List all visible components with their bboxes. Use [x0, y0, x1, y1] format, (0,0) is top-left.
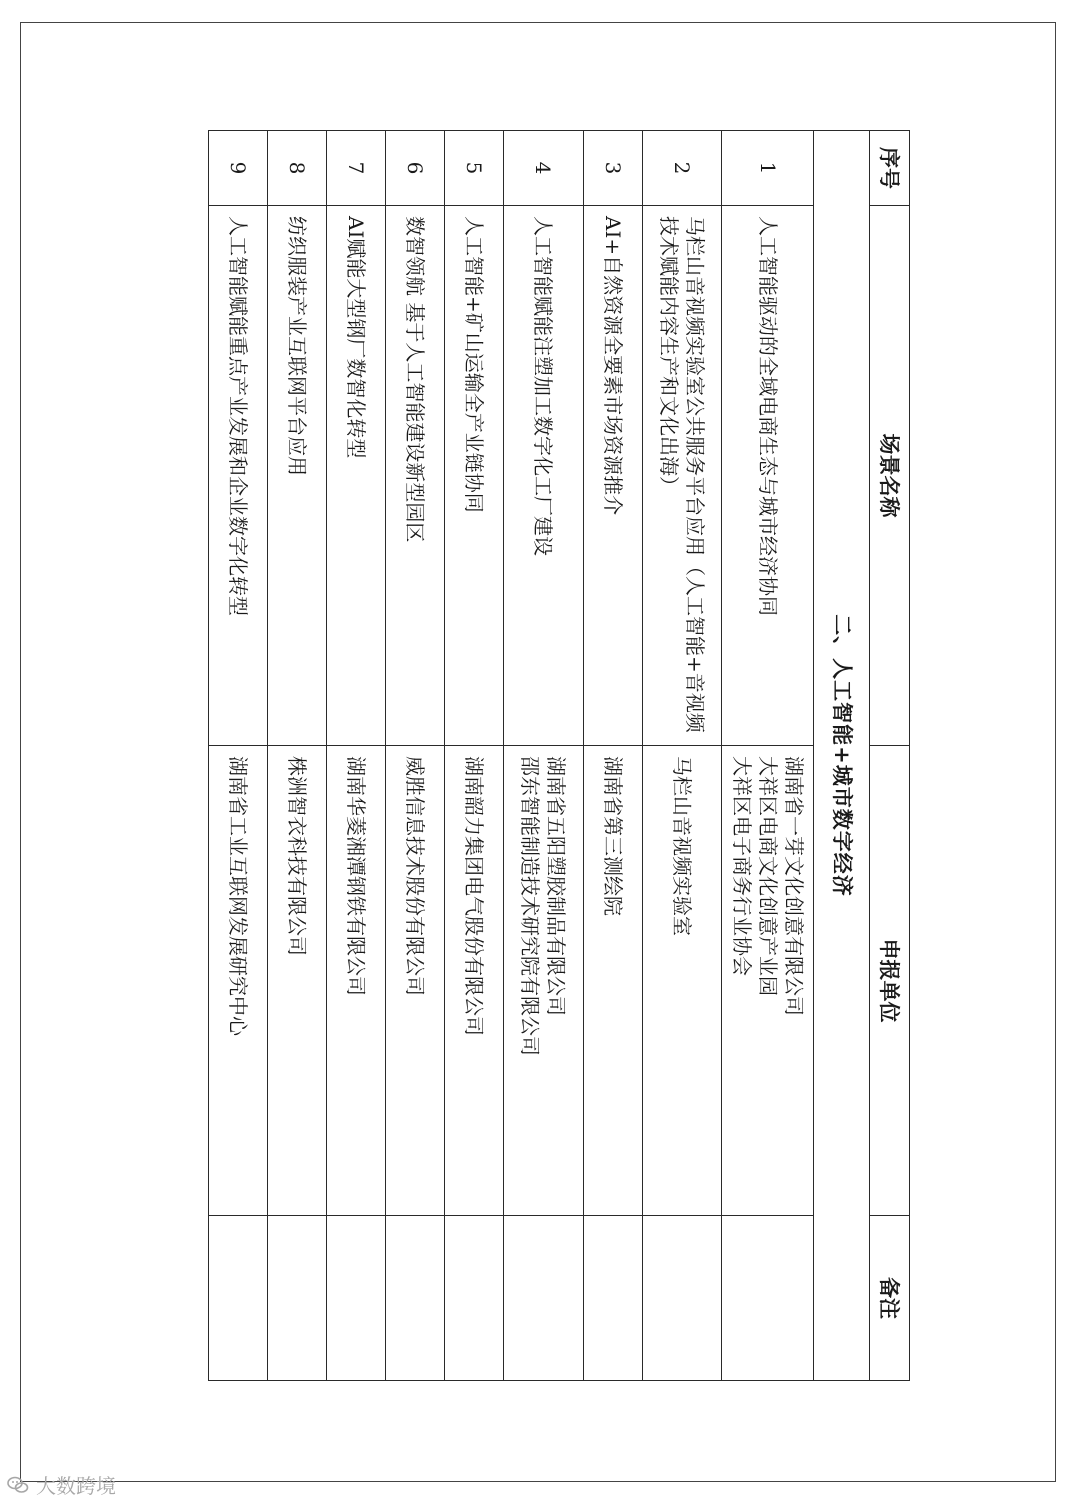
cell-remark [445, 1216, 504, 1381]
header-name: 场景名称 [870, 206, 910, 746]
watermark [6, 1470, 116, 1499]
cell-name: 马栏山音视频实验室公共服务平台应用（人工智能+音视频技术赋能内容生产和文化出海） [642, 206, 721, 746]
section-title: 二、人工智能+城市数字经济 [814, 131, 870, 1381]
table-row [721, 131, 813, 1381]
cell-name: 人工智能赋能重点产业发展和企业数字化转型 [209, 206, 268, 746]
cell-remark [386, 1216, 445, 1381]
cell-unit: 湖南省工业互联网发展研究中心 [209, 746, 268, 1216]
table-row [209, 131, 268, 1381]
cell-name: 数智领航 基于人工智能建设新型园区 [386, 206, 445, 746]
header-row [870, 131, 910, 1381]
cell-name: 人工智能驱动的全域电商生态与城市经济协同 [721, 206, 813, 746]
cell-seq: 6 [386, 131, 445, 206]
table-row [268, 131, 327, 1381]
cell-name: 人工智能赋能注塑加工数字化工厂建设 [504, 206, 583, 746]
section-row [814, 131, 870, 1381]
cell-remark [583, 1216, 642, 1381]
cell-unit: 湖南华菱湘潭钢铁有限公司 [327, 746, 386, 1216]
cell-seq: 9 [209, 131, 268, 206]
scenario-table [208, 130, 910, 1381]
table-row [327, 131, 386, 1381]
cell-name: 纺织服装产业互联网平台应用 [268, 206, 327, 746]
cell-name: AI赋能大型钢厂数智化转型 [327, 206, 386, 746]
rotated-table-area [208, 130, 910, 1380]
cell-seq: 5 [445, 131, 504, 206]
wechat-logo-icon [6, 1473, 30, 1497]
cell-seq: 1 [721, 131, 813, 206]
cell-remark [268, 1216, 327, 1381]
header-seq: 序号 [870, 131, 910, 206]
cell-unit: 湖南省一芽文化创意有限公司 大祥区电商文化创意产业园 大祥区电子商务行业协会 [721, 746, 813, 1216]
cell-name: AI+自然资源全要素市场资源推介 [583, 206, 642, 746]
cell-unit: 株洲智衣科技有限公司 [268, 746, 327, 1216]
table-row [386, 131, 445, 1381]
cell-seq: 2 [642, 131, 721, 206]
cell-name: 人工智能+矿山运输全产业链协同 [445, 206, 504, 746]
cell-remark [327, 1216, 386, 1381]
header-remark: 备注 [870, 1216, 910, 1381]
cell-seq: 7 [327, 131, 386, 206]
table-row [642, 131, 721, 1381]
cell-remark [504, 1216, 583, 1381]
cell-seq: 8 [268, 131, 327, 206]
cell-unit: 马栏山音视频实验室 [642, 746, 721, 1216]
watermark-text: 大数跨境 [36, 1474, 116, 1498]
cell-unit: 湖南韶力集团电气股份有限公司 [445, 746, 504, 1216]
cell-unit: 威胜信息技术股份有限公司 [386, 746, 445, 1216]
table-row [445, 131, 504, 1381]
cell-unit: 湖南省五阳塑胶制品有限公司 邵东智能制造技术研究院有限公司 [504, 746, 583, 1216]
table-row [583, 131, 642, 1381]
cell-unit: 湖南省第三测绘院 [583, 746, 642, 1216]
cell-remark [642, 1216, 721, 1381]
cell-remark [721, 1216, 813, 1381]
cell-seq: 3 [583, 131, 642, 206]
table-wrap [208, 130, 910, 1380]
cell-remark [209, 1216, 268, 1381]
table-row [504, 131, 583, 1381]
header-unit: 申报单位 [870, 746, 910, 1216]
cell-seq: 4 [504, 131, 583, 206]
